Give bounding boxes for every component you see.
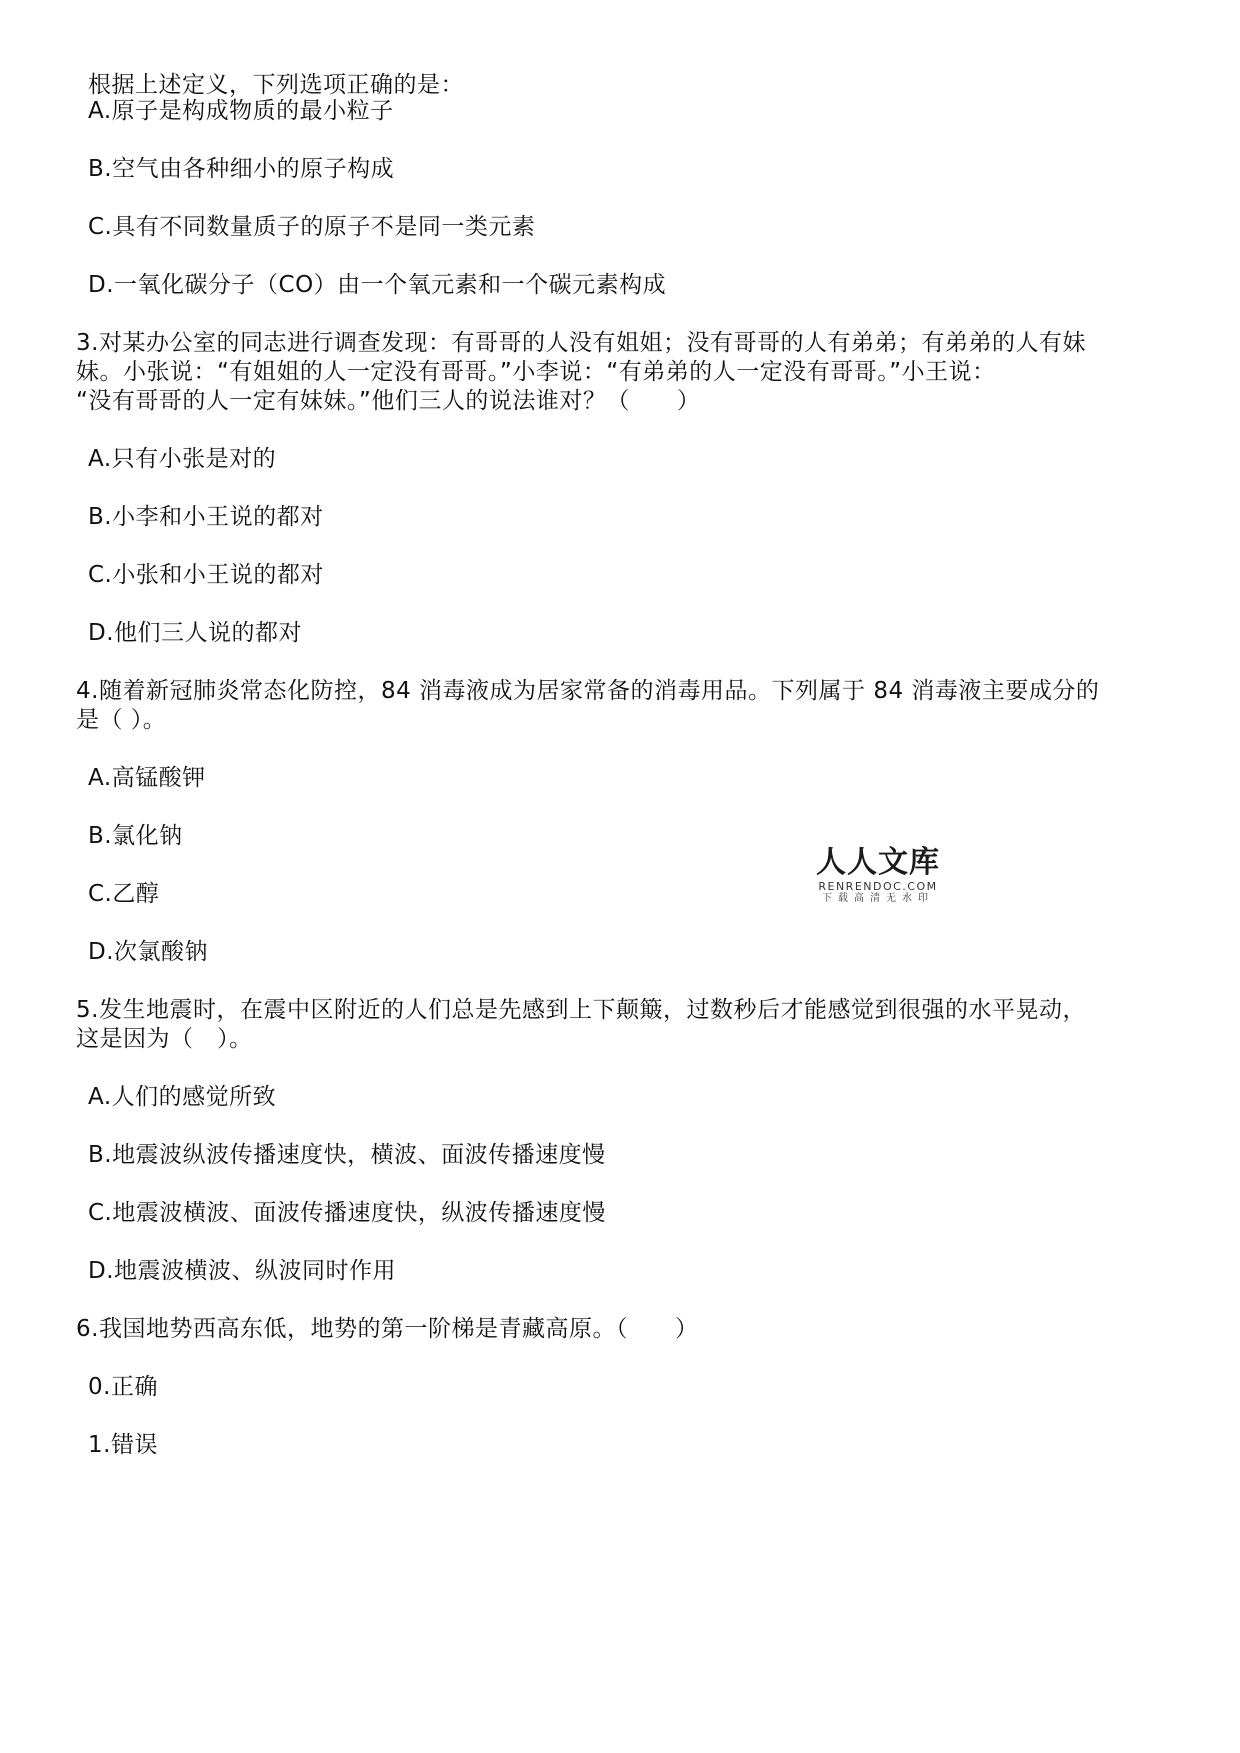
question-4-option-d: D.次氯酸钠	[88, 939, 209, 965]
watermark-url: RENRENDOC.COM	[818, 880, 938, 893]
question-5-stem-line-2: 这是因为（ ）。	[76, 1026, 253, 1052]
question-3-stem-line-2: 妹。小张说：“有姐姐的人一定没有哥哥。”小李说：“有弟弟的人一定没有哥哥。”小王说：	[76, 359, 996, 385]
watermark-logo	[808, 846, 948, 905]
question-6-option-0: 0.正确	[88, 1374, 158, 1400]
question-3-option-a: A.只有小张是对的	[88, 446, 277, 472]
question-3-option-c: C.小张和小王说的都对	[88, 562, 324, 588]
watermark-brand: 人人文库	[816, 845, 940, 880]
question-3-option-b: B.小李和小王说的都对	[88, 504, 324, 530]
question-4-stem-line-2: 是（ ）。	[76, 707, 167, 733]
question-5-option-c: C.地震波横波、面波传播速度快，纵波传播速度慢	[88, 1200, 606, 1226]
watermark-tagline: 下载高清无水印	[822, 893, 934, 904]
question-3-stem-line-1: 3.对某办公室的同志进行调查发现：有哥哥的人没有姐姐；没有哥哥的人有弟弟；有弟弟的人有妹	[76, 330, 1086, 356]
question-4-stem-line-1: 4.随着新冠肺炎常态化防控，84 消毒液成为居家常备的消毒用品。下列属于 84 消毒液主要成分的	[76, 678, 1100, 704]
question-3-option-d: D.他们三人说的都对	[88, 620, 303, 646]
question-6-option-1: 1.错误	[88, 1432, 158, 1458]
question-5-option-d: D.地震波横波、纵波同时作用	[88, 1258, 397, 1284]
question-3-stem-line-3: “没有哥哥的人一定有妹妹。”他们三人的说法谁对？（ ）	[76, 388, 701, 414]
question-2-stem: 根据上述定义，下列选项正确的是：	[88, 72, 464, 98]
question-2-option-b: B.空气由各种细小的原子构成	[88, 156, 395, 182]
question-6-stem: 6.我国地势西高东低，地势的第一阶梯是青藏高原。（ ）	[76, 1316, 699, 1342]
question-4-option-b: B.氯化钠	[88, 823, 183, 849]
question-4-option-c: C.乙醇	[88, 881, 160, 907]
question-4-option-a: A.高锰酸钾	[88, 765, 206, 791]
question-5-option-b: B.地震波纵波传播速度快，横波、面波传播速度慢	[88, 1142, 606, 1168]
question-5-stem-line-1: 5.发生地震时，在震中区附近的人们总是先感到上下颠簸，过数秒后才能感觉到很强的水平晃动，	[76, 997, 1086, 1023]
question-2-option-d: D.一氧化碳分子（CO）由一个氧元素和一个碳元素构成	[88, 272, 667, 298]
question-2-option-c: C.具有不同数量质子的原子不是同一类元素	[88, 214, 536, 240]
question-2-option-a: A.原子是构成物质的最小粒子	[88, 98, 394, 124]
question-5-option-a: A.人们的感觉所致	[88, 1084, 277, 1110]
